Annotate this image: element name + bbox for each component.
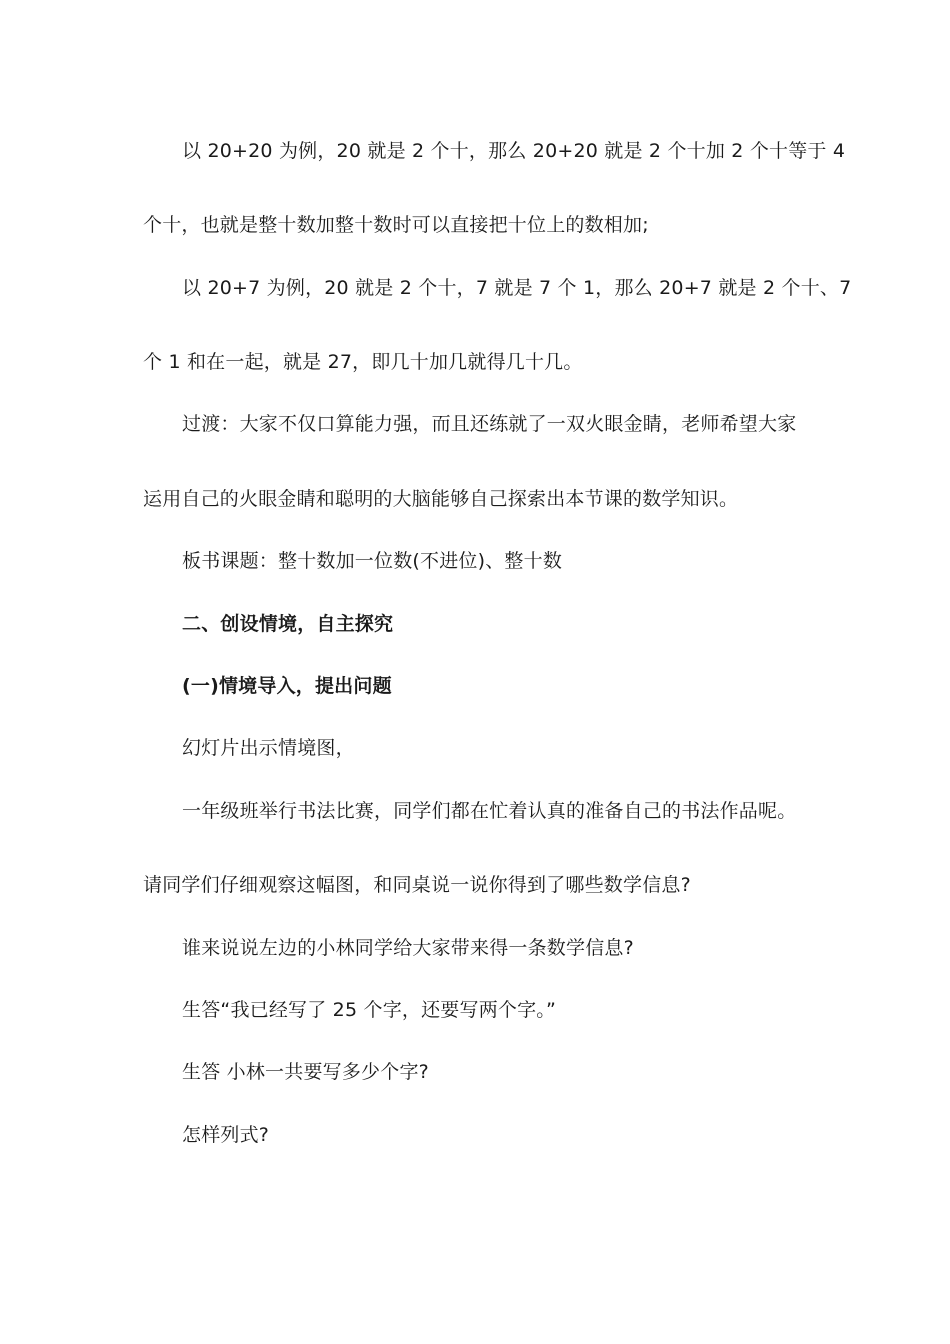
- paragraph-line: 请同学们仔细观察这幅图，和同桌说一说你得到了哪些数学信息?: [143, 874, 691, 896]
- paragraph-line: 幻灯片出示情境图，: [182, 737, 355, 759]
- paragraph-line: 生答“我已经写了 25 个字，还要写两个字。”: [182, 999, 557, 1021]
- section-heading: 二、创设情境，自主探究: [182, 613, 394, 635]
- paragraph-line: 一年级班举行书法比赛，同学们都在忙着认真的准备自己的书法作品呢。: [182, 800, 797, 822]
- paragraph-line: 怎样列式?: [182, 1124, 270, 1146]
- paragraph-line: 运用自己的火眼金睛和聪明的大脑能够自己探索出本节课的数学知识。: [143, 488, 739, 510]
- paragraph-line: 过渡：大家不仅口算能力强，而且还练就了一双火眼金睛，老师希望大家: [182, 413, 797, 435]
- paragraph-line: 个十，也就是整十数加整十数时可以直接把十位上的数相加;: [143, 214, 649, 236]
- paragraph-line: 谁来说说左边的小林同学给大家带来得一条数学信息?: [182, 937, 634, 959]
- paragraph-line: 以 20+20 为例，20 就是 2 个十，那么 20+20 就是 2 个十加 2 个十等于 4: [182, 140, 846, 162]
- paragraph-line: 生答 小林一共要写多少个字?: [182, 1061, 429, 1083]
- subsection-heading: (一)情境导入，提出问题: [182, 675, 392, 697]
- paragraph-line: 个 1 和在一起，就是 27，即几十加几就得几十几。: [143, 351, 583, 373]
- paragraph-line: 以 20+7 为例，20 就是 2 个十，7 就是 7 个 1，那么 20+7 就是 2 个十、7: [182, 277, 852, 299]
- paragraph-line: 板书课题：整十数加一位数(不进位)、整十数: [182, 550, 563, 572]
